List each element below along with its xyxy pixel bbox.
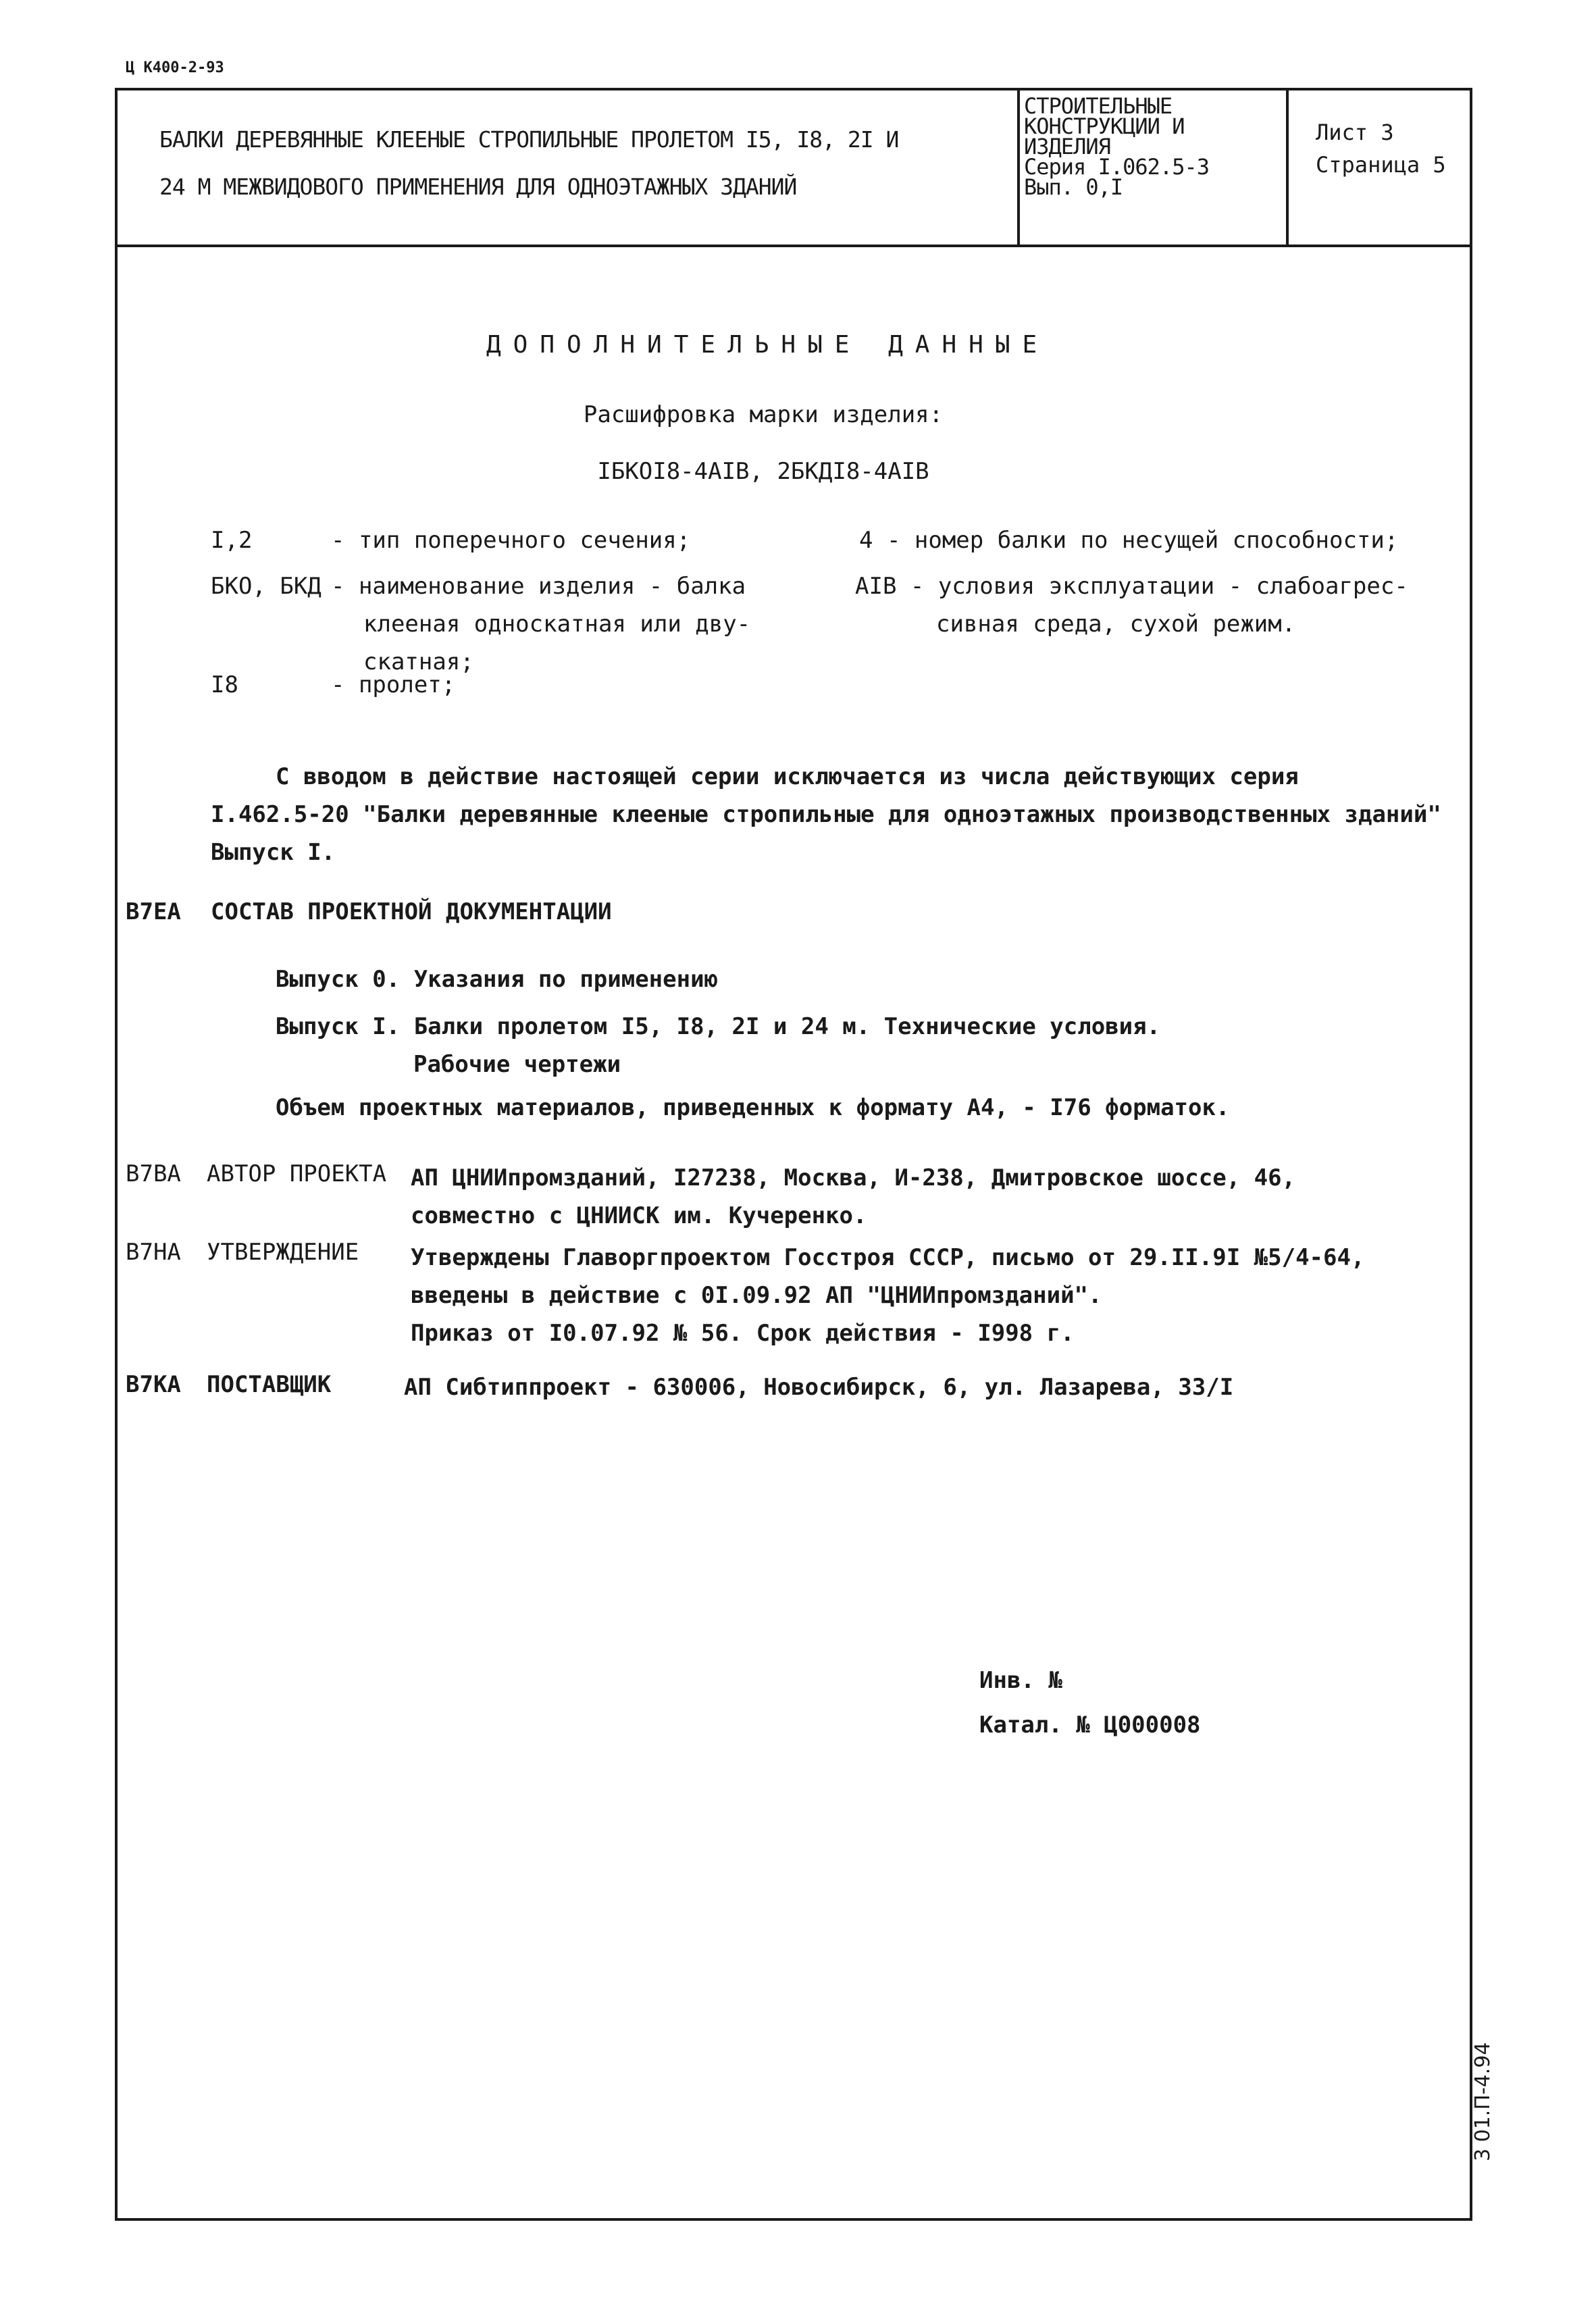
legend-key-section: I,2	[211, 527, 253, 554]
author-title: АВТОР ПРОЕКТА	[207, 1160, 387, 1187]
header-divider-1	[1017, 88, 1020, 246]
legend-key-span: I8	[211, 671, 238, 698]
catalog-number: Катал. № Ц000008	[979, 1712, 1201, 1739]
legend-conditions: АIВ - условия эксплуатации - слабоагрес- сивная среда, сухой режим.	[855, 573, 1408, 638]
legend-key-product: БКО, БКД	[211, 573, 321, 600]
supplier-title: ПОСТАВЩИК	[207, 1371, 332, 1398]
main-title: ДОПОЛНИТЕЛЬНЫЕ ДАННЫЕ	[486, 331, 1050, 359]
header-divider-2	[1286, 88, 1289, 246]
legend-text-section: - тип поперечного сечения;	[331, 527, 691, 554]
header-divider	[115, 245, 1472, 247]
author-text: АП ЦНИИпромзданий, I27238, Москва, И-238, Дмитровское шоссе, 46, совместно с ЦНИИСК им. Кучеренко.	[411, 1164, 1296, 1229]
supplier-code: В7КА	[126, 1371, 181, 1398]
header-sheet: Лист 3 Страница 5	[1316, 120, 1446, 178]
legend-capacity: 4 - номер балки по несущей способности;	[859, 527, 1399, 554]
product-marks: IБКОI8-4АIВ, 2БКДI8-4АIВ	[597, 458, 929, 485]
approval-text: Утверждены Главоргпроектом Госстроя СССР, письмо от 29.II.9I №5/4-64, введены в действие с 0I.09.92 АП "ЦНИИпромзданий". Приказ от I0.07.92 № 56. Срок действия - I998 г.	[411, 1244, 1365, 1347]
supplier-text: АП Сибтиппроект - 630006, Новосибирск, 6, ул. Лазарева, 33/I	[404, 1374, 1234, 1401]
composition-volume: Объем проектных материалов, приведенных к формату А4, - I76 форматок.	[276, 1094, 1230, 1121]
inventory-number: Инв. №	[979, 1667, 1062, 1694]
decoding-title: Расшифровка марки изделия:	[583, 401, 944, 428]
replacement-note: С вводом в действие настоящей серии исключается из числа действующих серия I.462.5-20 "Балки деревянные клееные стропильные для одноэтажных производственных зданий" Выпуск I.	[211, 763, 1441, 866]
composition-issue-0: Выпуск 0. Указания по применению	[276, 966, 719, 993]
composition-title: СОСТАВ ПРОЕКТНОЙ ДОКУМЕНТАЦИИ	[211, 898, 612, 925]
approval-title: УТВЕРЖДЕНИЕ	[207, 1239, 359, 1266]
side-code: 3 01.П-4.94	[1471, 2042, 1495, 2161]
header-title: БАЛКИ ДЕРЕВЯННЫЕ КЛЕЕНЫЕ СТРОПИЛЬНЫЕ ПРОЛЕТОМ I5, I8, 2I И 24 М МЕЖВИДОВОГО ПРИМЕНЕНИЯ ДЛЯ ОДНОЭТАЖНЫХ ЗДАНИЙ	[159, 126, 899, 200]
legend-text-span: - пролет;	[331, 671, 456, 698]
composition-issue-1: Выпуск I. Балки пролетом I5, I8, 2I и 24 м. Технические условия. Рабочие чертежи	[276, 1013, 1161, 1078]
author-code: В7ВА	[126, 1160, 181, 1187]
legend-text-product: - наименование изделия - балка клееная односкатная или дву- скатная;	[331, 573, 751, 675]
approval-code: В7НА	[126, 1239, 181, 1266]
header-series: СТРОИТЕЛЬНЫЕ КОНСТРУКЦИИ И ИЗДЕЛИЯ Серия I.062.5-3 Вып. 0,I	[1024, 93, 1209, 200]
document-code: Ц К400-2-93	[126, 59, 224, 76]
composition-code: В7ЕА	[126, 898, 181, 925]
